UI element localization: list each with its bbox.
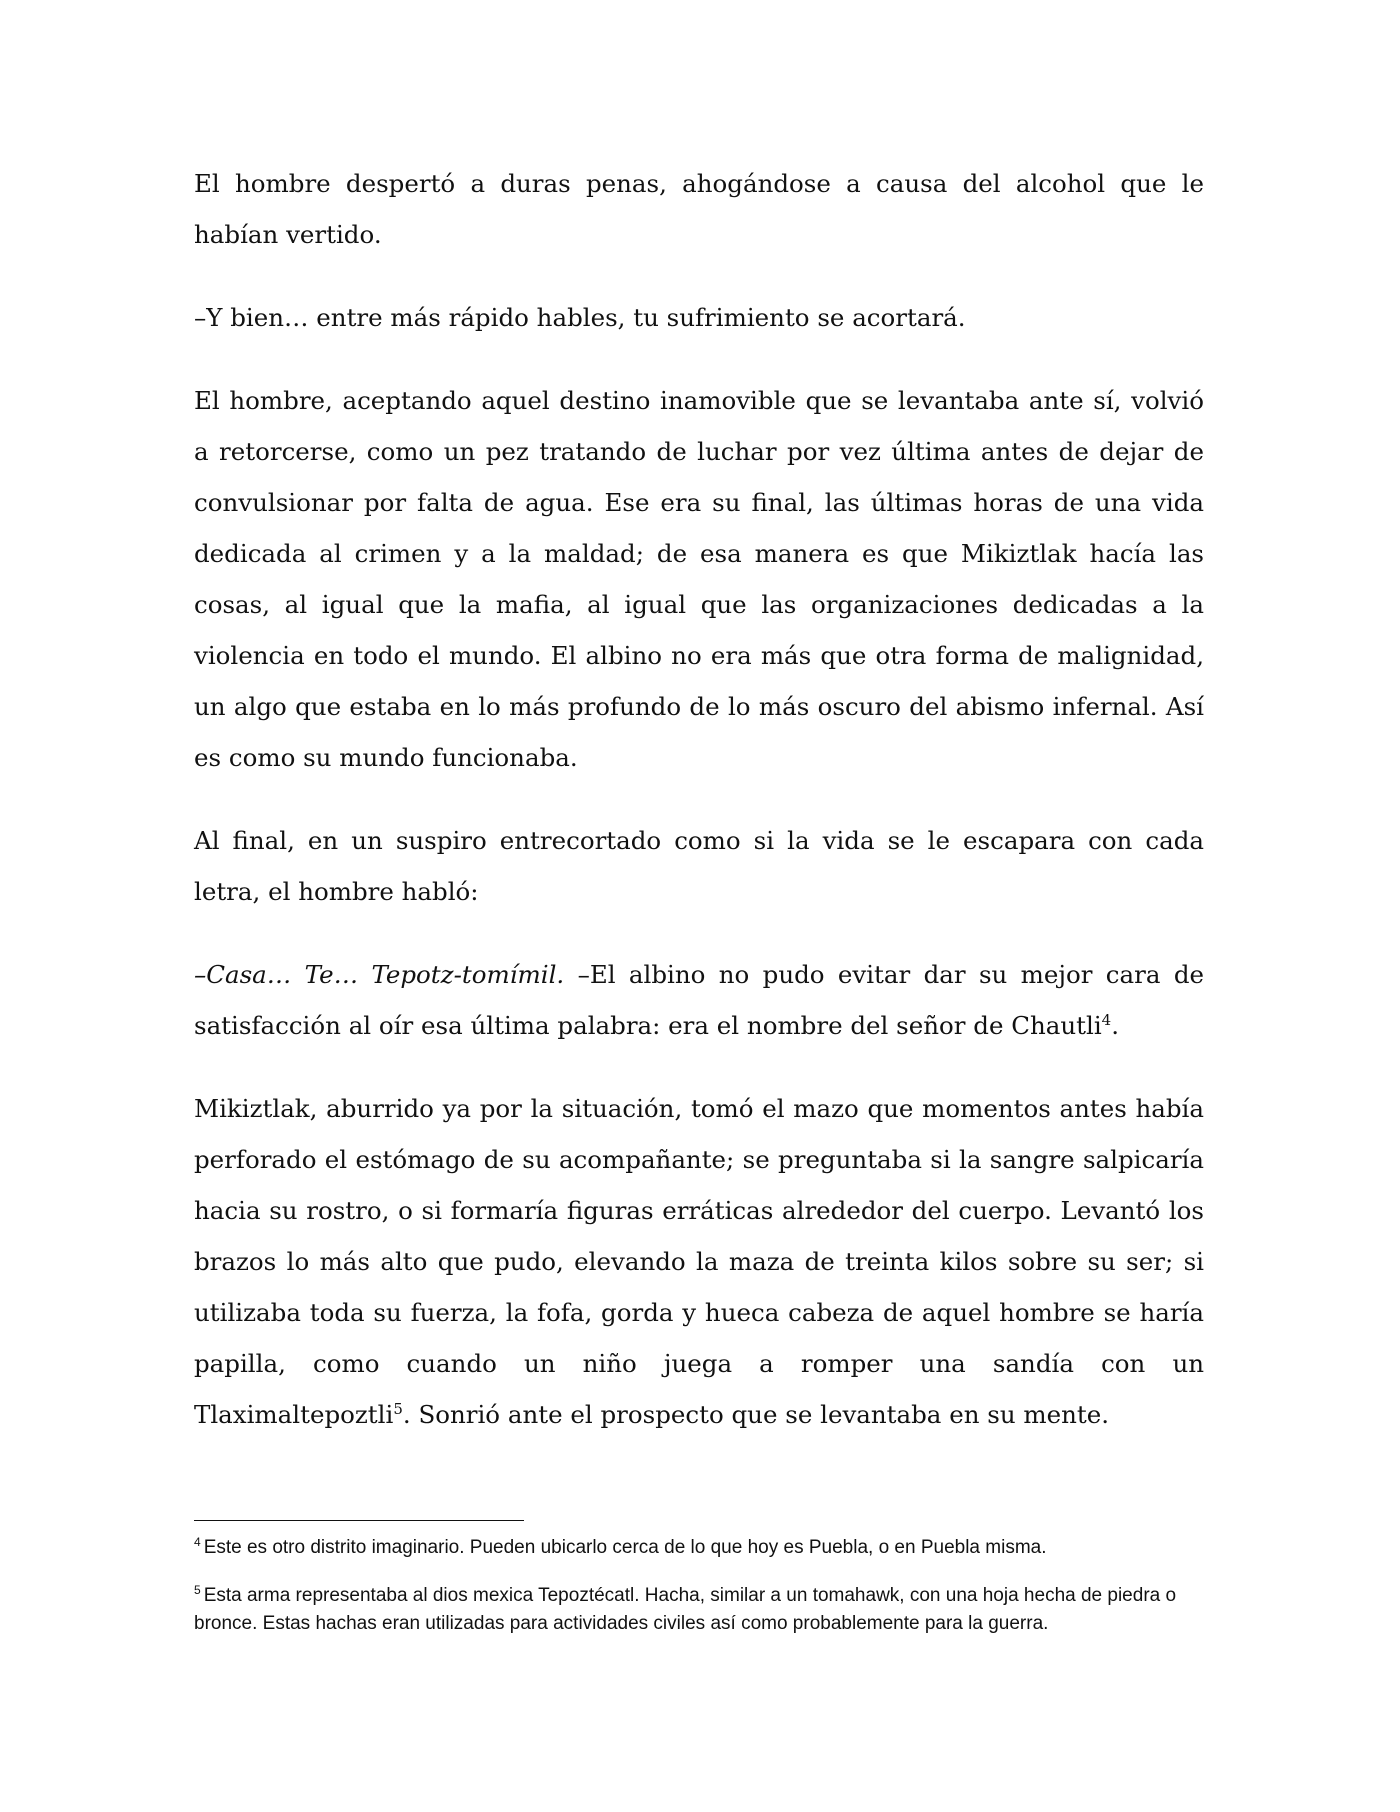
footnote-5 bbox=[194, 1582, 1204, 1638]
footnote-reference-4: 4 bbox=[1101, 1010, 1112, 1029]
paragraph-text: El hombre, aceptando aquel destino inamovible que se levantaba ante sí, volvió a retorcerse, como un pez tratando de luchar por vez última antes de dejar de convulsionar por falta de agua. Ese era su final, las últimas horas de una vida dedicada al crimen y a la maldad; de esa manera es que Mikiztlak hacía las cosas, al igual que la mafia, al igual que las organizaciones dedicadas a la violencia en todo el mundo. El albino no era más que otra forma de malignidad, un algo que estaba en lo más profundo de lo más oscuro del abismo infernal. Así es como su mundo funcionaba. bbox=[194, 386, 1204, 772]
paragraph-2 bbox=[194, 292, 1204, 343]
footnote-separator bbox=[194, 1520, 524, 1521]
footnote-number: 5 bbox=[194, 1582, 201, 1597]
paragraph-1 bbox=[194, 158, 1204, 260]
paragraph-5 bbox=[194, 949, 1204, 1051]
dialogue-italic: –Casa… Te… Tepotz-tomímil. bbox=[194, 960, 565, 989]
paragraph-6 bbox=[194, 1083, 1204, 1440]
footnote-reference-5: 5 bbox=[393, 1399, 403, 1418]
footnote-4 bbox=[194, 1534, 1204, 1562]
paragraph-text: El hombre despertó a duras penas, ahogándose a causa del alcohol que le habían vertido. bbox=[194, 169, 1204, 249]
paragraph-text-end: . bbox=[1111, 1011, 1120, 1040]
footnote-number: 4 bbox=[194, 1534, 201, 1549]
paragraph-4 bbox=[194, 815, 1204, 917]
paragraph-text: Mikiztlak, aburrido ya por la situación, tomó el mazo que momentos antes había perforado el estómago de su acompañante; se preguntaba si la sangre salpicaría hacia su rostro, o si formaría figuras erráticas alrededor del cuerpo. Levantó los brazos lo más alto que pudo, elevando la maza de treinta kilos sobre su ser; si utilizaba toda su fuerza, la fofa, gorda y hueca cabeza de aquel hombre se haría papilla, como cuando un niño juega a romper una sandía con un Tlaximaltepoztli bbox=[194, 1094, 1204, 1429]
footnotes bbox=[194, 1534, 1204, 1658]
paragraph-text: Al final, en un suspiro entrecortado como si la vida se le escapara con cada letra, el hombre habló: bbox=[194, 826, 1204, 906]
footnote-text: Este es otro distrito imaginario. Pueden ubicarlo cerca de lo que hoy es Puebla, o en Puebla misma. bbox=[203, 1537, 1047, 1558]
paragraph-text: –Y bien… entre más rápido hables, tu sufrimiento se acortará. bbox=[194, 303, 966, 332]
paragraph-3 bbox=[194, 375, 1204, 783]
paragraph-text: –El albino no pudo evitar dar su mejor cara de satisfacción al oír esa última palabra: era el nombre del señor de Chautli bbox=[194, 960, 1204, 1040]
footnote-text: Esta arma representaba al dios mexica Tepoztécatl. Hacha, similar a un tomahawk, con una hoja hecha de piedra o bronce. Estas hachas eran utilizadas para actividades civiles así como probablemente para la guerra. bbox=[194, 1585, 1177, 1634]
body-text bbox=[194, 158, 1204, 1440]
paragraph-text-end: . Sonrió ante el prospecto que se levantaba en su mente. bbox=[402, 1400, 1110, 1429]
